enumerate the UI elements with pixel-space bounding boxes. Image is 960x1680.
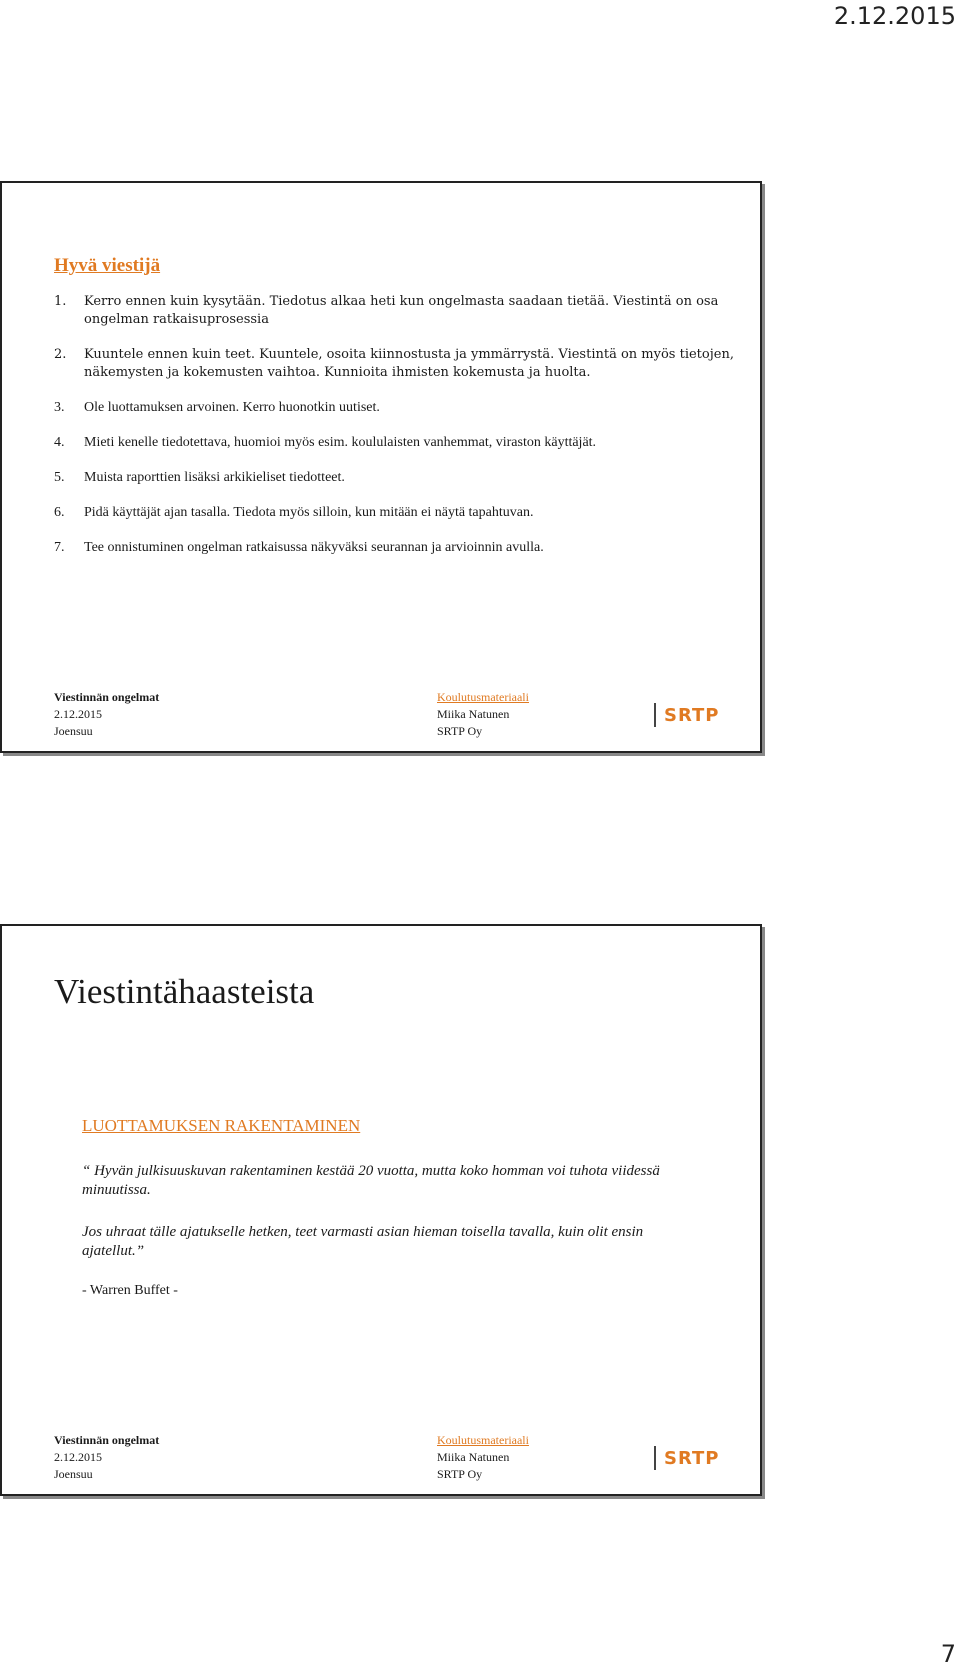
- list-item: [54, 504, 734, 522]
- list-item-number: 2.: [54, 347, 67, 362]
- slide-viestintahaasteista: [0, 924, 762, 1496]
- list-item-text: Ole luottamuksen arvoinen. Kerro huonotkin uutiset.: [84, 400, 380, 415]
- footer-author: Miika Natunen: [437, 1450, 510, 1464]
- list-item: [54, 399, 734, 417]
- slide-title: Hyvä viestijä: [54, 255, 161, 276]
- quote-paragraph: Jos uhraat tälle ajatukselle hetken, teet varmasti asian hieman toisella tavalla, kuin olit ensin ajatellut.”: [82, 1224, 644, 1259]
- list-item-text: Kerro ennen kuin kysytään. Tiedotus alkaa heti kun ongelmasta saadaan tietää. Viestintä on osa ongelman ratkaisuprosessia: [84, 294, 719, 327]
- footer-company: SRTP Oy: [437, 1467, 483, 1481]
- list-item-text: Tee onnistuminen ongelman ratkaisussa näkyväksi seurannan ja arvioinnin avulla.: [84, 540, 544, 555]
- footer-date: 2.12.2015: [54, 707, 102, 721]
- list-item-text: Pidä käyttäjät ajan tasalla. Tiedota myös silloin, kun mitään ei näytä tapahtuvan.: [84, 505, 534, 520]
- footer-material-link[interactable]: Koulutusmateriaali: [437, 1433, 529, 1447]
- footer-left: [54, 1432, 159, 1483]
- slide-subheading: LUOTTAMUKSEN RAKENTAMINEN: [82, 1116, 361, 1135]
- list-item-number: 5.: [54, 470, 65, 485]
- quote-paragraph: “ Hyvän julkisuuskuvan rakentaminen kestää 20 vuotta, mutta koko homman voi tuhota viidessä minuutissa.: [82, 1163, 660, 1198]
- footer-middle: [437, 1432, 529, 1483]
- slide-footer: [54, 689, 734, 745]
- list-item: [54, 293, 734, 329]
- list-item: [54, 434, 734, 452]
- list-item-text: Mieti kenelle tiedotettava, huomioi myös esim. koululaisten vanhemmat, viraston käyttäjät.: [84, 435, 597, 450]
- footer-left: [54, 689, 159, 740]
- logo-text: SRTP: [664, 704, 720, 726]
- footer-author: Miika Natunen: [437, 707, 510, 721]
- footer-middle: [437, 689, 529, 740]
- list-item-number: 6.: [54, 505, 65, 520]
- page-date: 2.12.2015: [833, 2, 956, 30]
- list-item-number: 4.: [54, 435, 65, 450]
- footer-date: 2.12.2015: [54, 1450, 102, 1464]
- quote-attribution: - Warren Buffet -: [82, 1283, 178, 1298]
- slide-heading: Viestintähaasteista: [54, 972, 315, 1011]
- list-item: [54, 346, 734, 382]
- footer-company: SRTP Oy: [437, 724, 483, 738]
- footer-topic: Viestinnän ongelmat: [54, 690, 160, 704]
- logo-text: SRTP: [664, 1447, 720, 1469]
- list-item-number: 7.: [54, 540, 65, 555]
- logo-divider: [654, 703, 656, 727]
- numbered-list: [54, 293, 734, 574]
- footer-topic: Viestinnän ongelmat: [54, 1433, 160, 1447]
- list-item-number: 3.: [54, 400, 65, 415]
- slide-hyva-viestija: [0, 181, 762, 753]
- logo-divider: [654, 1446, 656, 1470]
- footer-material-link[interactable]: Koulutusmateriaali: [437, 690, 529, 704]
- list-item: [54, 539, 734, 557]
- srtp-logo: [654, 1446, 720, 1470]
- list-item-text: Kuuntele ennen kuin teet. Kuuntele, osoita kiinnostusta ja ymmärrystä. Viestintä on myös tietojen, näkemysten ja kokemusten vaihtoa. Kunnioita ihmisten kokemusta ja huolta.: [84, 347, 734, 380]
- footer-place: Joensuu: [54, 724, 93, 738]
- list-item-text: Muista raporttien lisäksi arkikieliset tiedotteet.: [84, 470, 345, 485]
- list-item-number: 1.: [54, 294, 67, 309]
- srtp-logo: [654, 703, 720, 727]
- footer-place: Joensuu: [54, 1467, 93, 1481]
- slide-footer: [54, 1432, 734, 1488]
- page-number: 7: [940, 1640, 956, 1668]
- list-item: [54, 469, 734, 487]
